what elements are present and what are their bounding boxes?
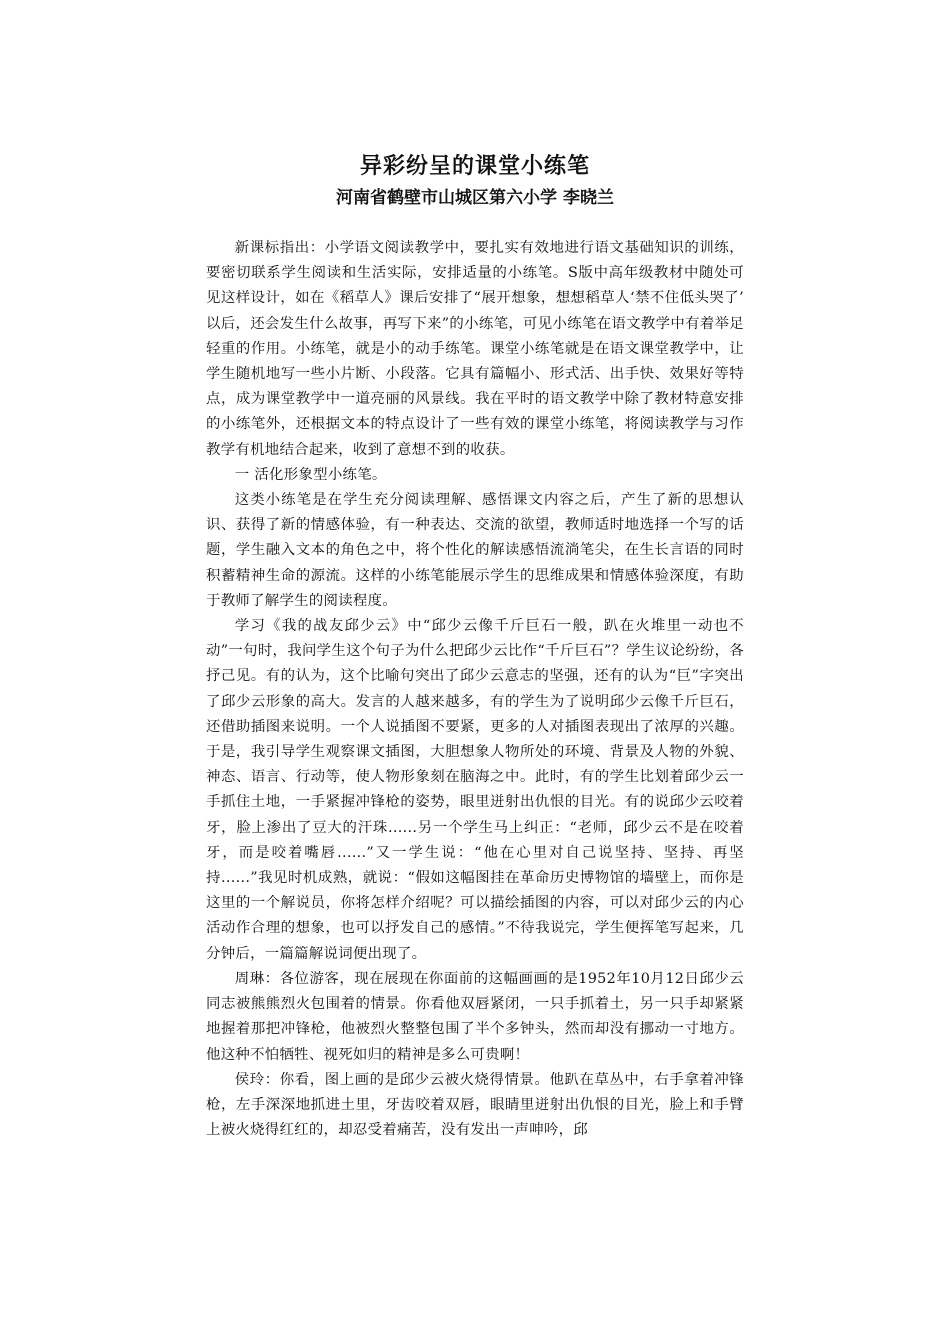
paragraph: 这类小练笔是在学生充分阅读理解、感悟课文内容之后，产生了新的思想认识、获得了新的情感体验，有一种表达、交流的欲望，教师适时地选择一个写的话题，学生融入文本的角色之中，将个性化的解读感悟流淌笔尖，在生长言语的同时积蓄精神生命的源流。这样的小练笔能展示学生的思维成果和情感体验深度，有助于教师了解学生的阅读程度。 bbox=[206, 492, 744, 609]
paragraph: 周琳：各位游客，现在展现在你面前的这幅画画的是1952年10月12日邱少云同志被熊熊烈火包围着的情景。你看他双唇紧闭，一只手抓着土，另一只手却紧紧地握着那把冲锋枪，他被烈火整整包围了半个多钟头，然而却没有挪动一寸地方。他这种不怕牺牲、视死如归的精神是多么可贵啊！ bbox=[206, 970, 744, 1063]
document-title: 异彩纷呈的课堂小练笔 bbox=[359, 153, 590, 179]
section-heading: 一 活化形象型小练笔。 bbox=[234, 466, 387, 483]
document-body bbox=[206, 236, 759, 1143]
author-line: 河南省鹤壁市山城区第六小学 李晓兰 bbox=[336, 188, 614, 208]
paragraph: 侯玲：你看，图上画的是邱少云被火烧得情景。他趴在草丛中，右手拿着冲锋枪，左手深深地抓进土里，牙齿咬着双唇，眼睛里迸射出仇恨的目光，脸上和手臂上被火烧得红红的，却忍受着痛苦，没有发出一声呻吟，邱 bbox=[206, 1071, 744, 1139]
paragraph: 学习《我的战友邱少云》中“邱少云像千斤巨石一般，趴在火堆里一动也不动”一句时，我问学生这个句子为什么把邱少云比作“千斤巨石”？学生议论纷纷，各抒己见。有的认为，这个比喻句突出了邱少云意志的坚强，还有的认为“巨”字突出了邱少云形象的高大。发言的人越来越多，有的学生为了说明邱少云像千斤巨石，还借助插图来说明。一个人说插图不要紧，更多的人对插图表现出了浓厚的兴趣。于是，我引导学生观察课文插图，大胆想象人物所处的环境、背景及人物的外貌、神态、语言、行动等，使人物形象刻在脑海之中。此时，有的学生比划着邱少云一手抓住土地，一手紧握冲锋枪的姿势，眼里迸射出仇恨的目光。有的说邱少云咬着牙，脸上渗出了豆大的汗珠......另一个学生马上纠正：“老师，邱少云不是在咬着牙，而是咬着嘴唇......”又一学生说：“他在心里对自己说坚持、坚持、再坚持......”我见时机成熟，就说：“假如这幅图挂在革命历史博物馆的墙壁上，而你是这里的一个解说员，你将怎样介绍呢？可以描绘插图的内容，可以对邱少云的内心活动作合理的想象，也可以抒发自己的感情。”不待我说完，学生便挥笔写起来，几分钟后，一篇篇解说词便出现了。 bbox=[206, 618, 744, 962]
paragraph-intro: 新课标指出：小学语文阅读教学中，要扎实有效地进行语文基础知识的训练，要密切联系学生阅读和生活实际，安排适量的小练笔。S版中高年级教材中随处可见这样设计，如在《稻草人》课后安排了“展开想象，想想稻草人‘禁不住低头哭了’ 以后，还会发生什么故事，再写下来”的小练笔，可见小练笔在语文教学中有着举足轻重的作用。小练笔，就是小的动手练笔。课堂小练笔就是在语文课堂教学中，让学生随机地写一些小片断、小段落。它具有篇幅小、形式活、出手快、效果好等特点，成为课堂教学中一道亮丽的风景线。我在平时的语文教学中除了教材特意安排的小练笔外，还根据文本的特点设计了一些有效的课堂小练笔，将阅读教学与习作教学有机地结合起来，收到了意想不到的收获。 bbox=[206, 240, 759, 458]
